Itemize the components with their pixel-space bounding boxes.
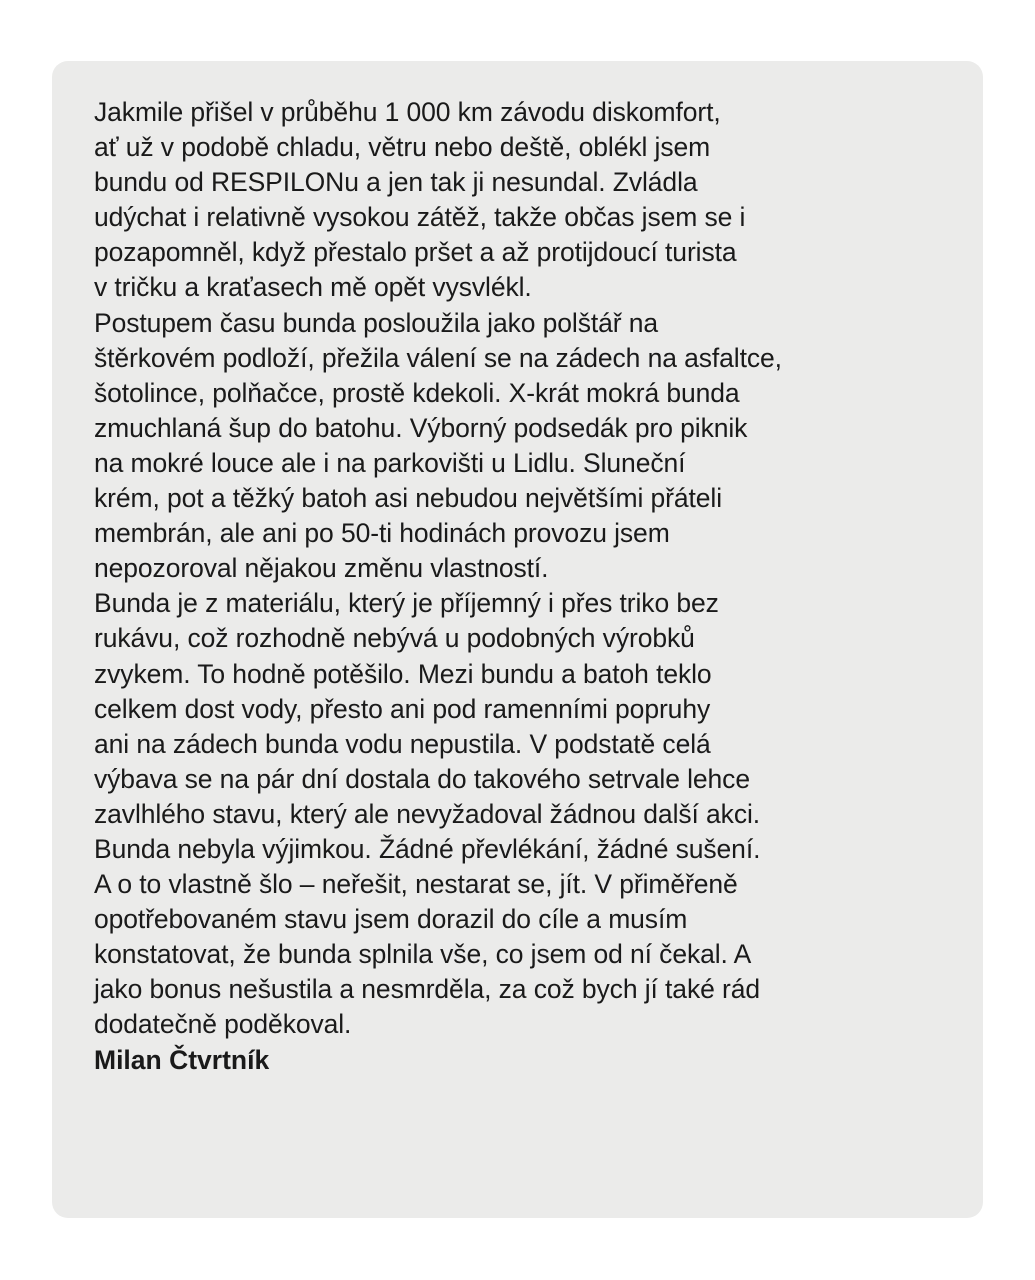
text-line: výbava se na pár dní dostala do takového setrvale lehce <box>94 763 750 794</box>
text-line: zvykem. To hodně potěšilo. Mezi bundu a batoh teklo <box>94 658 712 689</box>
text-line: dodatečně poděkoval. <box>94 1009 352 1040</box>
text-line: jako bonus nešustila a nesmrděla, za což bych jí také rád <box>94 974 761 1005</box>
text-line: rukávu, což rozhodně nebývá u podobných výrobků <box>94 623 695 654</box>
text-line: nepozoroval nějakou změnu vlastností. <box>94 553 549 584</box>
text-line: Jakmile přišel v průběhu 1 000 km závodu diskomfort, <box>94 97 721 127</box>
text-line: opotřebovaném stavu jsem dorazil do cíle a musím <box>94 904 688 935</box>
testimonial-card <box>52 61 983 1218</box>
text-line: Postupem času bunda posloužila jako polštář na <box>94 307 659 338</box>
testimonial-text <box>94 95 953 1043</box>
text-line: zavlhlého stavu, který ale nevyžadoval žádnou další akci. <box>94 798 761 829</box>
text-line: konstatovat, že bunda splnila vše, co jsem od ní čekal. A <box>94 939 752 970</box>
text-line: bundu od RESPILONu a jen tak ji nesundal. Zvládla <box>94 167 698 198</box>
text-line: šotolince, polňačce, prostě kdekoli. X-krát mokrá bunda <box>94 377 740 408</box>
text-line: ať už v podobě chladu, větru nebo deště, oblékl jsem <box>94 132 711 163</box>
text-line: krém, pot a těžký batoh asi nebudou největšími přáteli <box>94 483 722 514</box>
text-line: v tričku a kraťasech mě opět vysvlékl. <box>94 272 532 303</box>
text-line: ani na zádech bunda vodu nepustila. V podstatě celá <box>94 728 711 759</box>
text-line: na mokré louce ale i na parkovišti u Lidlu. Sluneční <box>94 447 686 478</box>
text-line: udýchat i relativně vysokou zátěž, takže občas jsem se i <box>94 202 746 233</box>
text-line: zmuchlaná šup do batohu. Výborný podsedák pro piknik <box>94 412 748 443</box>
text-line: pozapomněl, když přestalo pršet a až protijdoucí turista <box>94 237 737 268</box>
text-line: štěrkovém podloží, přežila válení se na zádech na asfaltce, <box>94 342 782 373</box>
text-line: celkem dost vody, přesto ani pod ramenními popruhy <box>94 693 711 724</box>
text-line: A o to vlastně šlo – neřešit, nestarat se, jít. V přiměřeně <box>94 869 738 900</box>
text-line: membrán, ale ani po 50-ti hodinách provozu jsem <box>94 518 670 549</box>
author-name: Milan Čtvrtník <box>94 1044 270 1075</box>
text-line: Bunda nebyla výjimkou. Žádné převlékání, žádné sušení. <box>94 833 761 864</box>
text-line: Bunda je z materiálu, který je příjemný i přes triko bez <box>94 588 719 619</box>
